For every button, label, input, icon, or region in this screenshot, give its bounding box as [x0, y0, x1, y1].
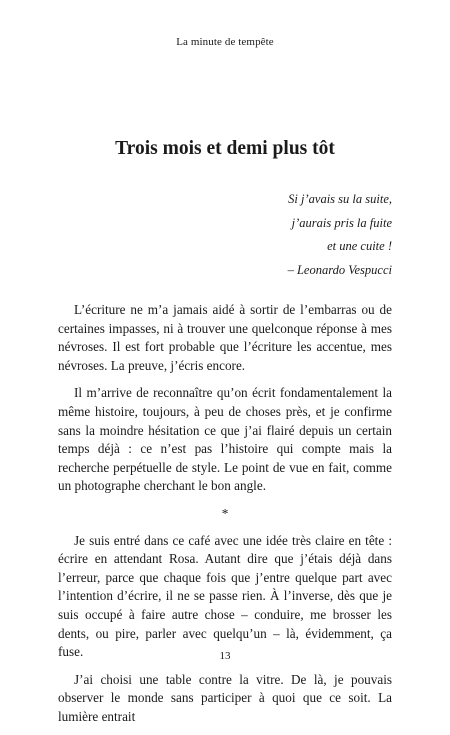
epigraph-attribution: – Leonardo Vespucci: [287, 262, 392, 277]
paragraph: L’écriture ne m’a jamais aidé à sortir de l’embarras ou de certaines impasses, ni à trouver une quelconque réponse à mes névroses. Il est fort probable que l’écriture les accentue, mes névroses. La preuve, j’écris encore.: [58, 302, 392, 373]
epigraph-line: j’aurais pris la fuite: [291, 215, 392, 230]
epigraph-line: et une cuite !: [327, 239, 392, 253]
epigraph-line: Si j’avais su la suite,: [288, 192, 392, 206]
paragraph: J’ai choisi une table contre la vitre. De là, je pouvais observer le monde sans participer à quoi que ce soit. La lumière entrait: [58, 671, 392, 724]
paragraph: Je suis entré dans ce café avec une idée très claire en tête : écrire en attendant Rosa. Autant dire que j’étais déjà dans l’erreur, parce que chaque fois que j’entre quelque part avec l’intention d’écrire, il ne se passe rien. À l’inverse, dès que je suis occupé à faire autre chose – conduire, me brosser les dents, ou pire, parler avec quelqu’un – là, évidemment, ça fuse.: [58, 532, 392, 660]
chapter-title: Trois mois et demi plus tôt: [115, 138, 335, 159]
page-number: 13: [219, 650, 231, 662]
running-header: La minute de tempête: [176, 36, 274, 48]
epigraph: [288, 188, 392, 282]
section-separator: *: [221, 505, 229, 521]
body-text: [58, 301, 392, 735]
paragraph: Il m’arrive de reconnaître qu’on écrit fondamentalement la même histoire, toujours, à peu de choses près, et je confirme sans la moindre hésitation ce que j’ai flairé depuis un certain temps déjà : ce n’est pas l’histoire qui compte mais la recherche perpétuelle de style. Le point de vue en fait, comme un photographe cherchant le bon angle.: [58, 385, 392, 494]
